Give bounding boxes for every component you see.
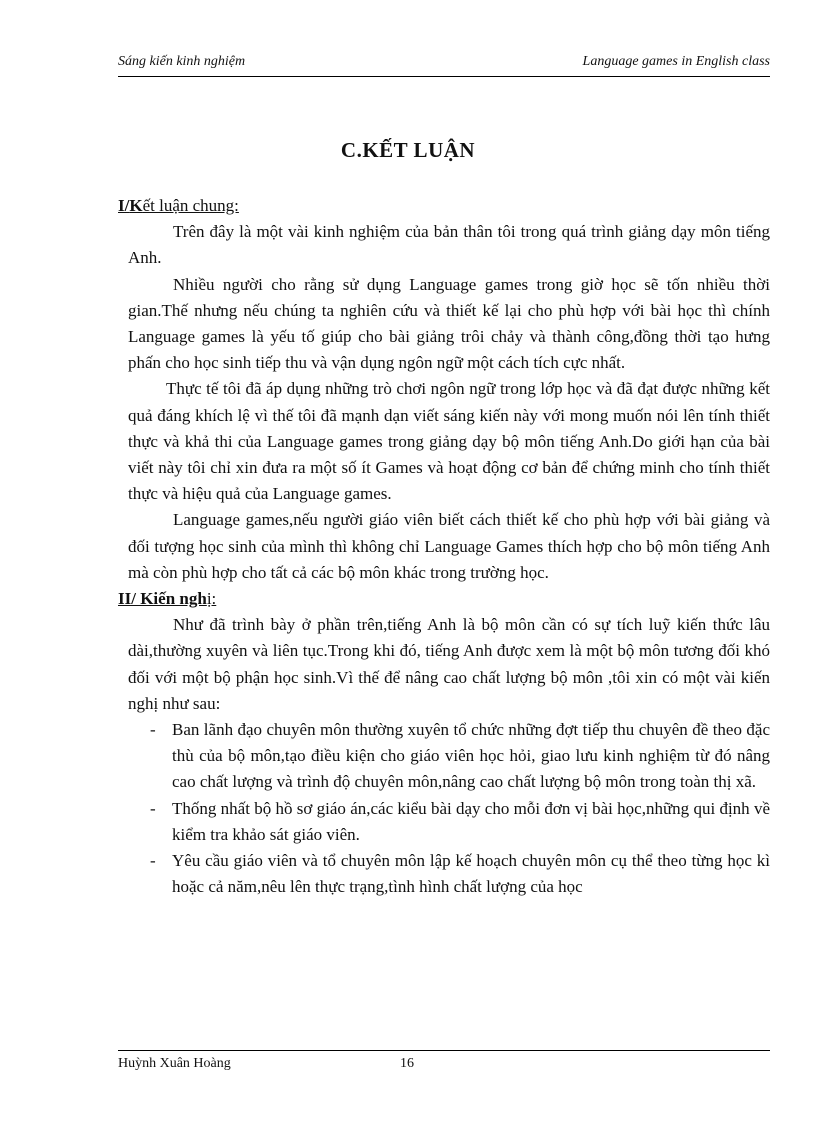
recommendation-list — [128, 717, 770, 900]
bullet-dash: - — [150, 720, 156, 740]
bullet-dash: - — [150, 851, 156, 871]
footer-author: Huỳnh Xuân Hoàng — [118, 1056, 231, 1071]
section-2-intro: Như đã trình bày ở phần trên,tiếng Anh là bộ môn cần có sự tích luỹ kiến thức lâu dài,thường xuyên và liên tục.Trong khi đó, tiếng Anh được xem là một bộ môn tương đối khó đối với một bộ phận học sinh.Vì thế để nâng cao chất lượng bộ môn ,tôi xin có một vài kiến nghị như sau: — [128, 615, 770, 713]
list-item — [128, 796, 770, 848]
header-left-text: Sáng kiến kinh nghiệm — [118, 54, 246, 69]
bullet-dash: - — [150, 798, 156, 818]
list-item — [128, 848, 770, 900]
section-1-paragraph: Nhiều người cho rằng sử dụng Language games trong giờ học sẽ tốn nhiều thời gian.Thế nhưng nếu chúng ta nghiên cứu và thiết kế lại cho phù hợp với bài học thì chính Language games là yếu tố giúp cho bài giảng trôi chảy và thành công,đồng thời tạo hưng phấn cho học sinh tiếp thu và vận dụng ngôn ngữ một cách tích cực nhất. — [128, 274, 770, 373]
page-header — [118, 54, 770, 77]
section-1-paragraph: Language games,nếu người giáo viên biết cách thiết kế cho phù hợp với bài giảng và đối tượng học sinh của mình thì không chỉ Language Games thích hợp cho bộ môn tiếng Anh mà còn phù hợp cho tất cả các bộ môn khác trong trường học. — [128, 510, 770, 582]
section-1-heading-bold: K — [129, 196, 143, 215]
list-item-text: Ban lãnh đạo chuyên môn thường xuyên tổ chức những đợt tiếp thu chuyên đề theo đặc thù của bộ môn,tạo điều kiện cho giáo viên học hỏi, giao lưu kinh nghiệm từ đó nâng cao chất lượng và trình độ chuyên môn,nâng cao chất lượng bộ môn trong toàn thị xã. — [172, 720, 770, 792]
page-footer — [118, 1050, 770, 1078]
section-2-heading — [118, 586, 770, 612]
list-item-text: Yêu cầu giáo viên và tổ chuyên môn lập kế hoạch chuyên môn cụ thể theo từng học kì hoặc cả năm,nêu lên thực trạng,tình hình chất lượng của học — [172, 851, 770, 897]
page-number: 16 — [400, 1056, 414, 1071]
section-2-heading-bold: II/ Kiến ngh — [118, 589, 207, 609]
section-1-heading-prefix: I/ — [118, 196, 130, 215]
list-item — [128, 717, 770, 796]
section-2-heading-rest: ị: — [206, 589, 217, 609]
section-1-paragraph: Trên đây là một vài kinh nghiệm của bản thân tôi trong quá trình giảng dạy môn tiếng Anh. — [128, 222, 770, 268]
main-content — [118, 193, 770, 900]
section-1-heading-rest: ết luận chung: — [142, 196, 239, 215]
page-title: C.KẾT LUẬN — [340, 138, 476, 162]
section-1-heading — [118, 193, 770, 219]
section-1-paragraph: Thực tế tôi đã áp dụng những trò chơi ngôn ngữ trong lớp học và đã đạt được những kết quả đáng khích lệ vì thế tôi đã mạnh dạn viết sáng kiến này với mong muốn nói lên tính thiết thực và khả thi của Language games trong giảng dạy bộ môn tiếng Anh.Do giới hạn của bài viết này tôi chỉ xin đưa ra một số ít Games và hoạt động cơ bản để chứng minh cho tính thiết thực và hiệu quả của Language games. — [128, 379, 770, 504]
list-item-text: Thống nhất bộ hồ sơ giáo án,các kiểu bài dạy cho mỗi đơn vị bài học,những qui định về kiểm tra khảo sát giáo viên. — [172, 798, 770, 844]
header-right-text: Language games in English class — [582, 54, 770, 69]
